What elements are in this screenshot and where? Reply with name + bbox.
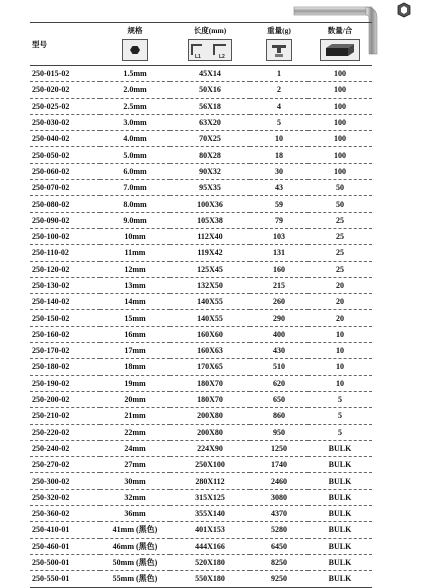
cell-model: 250-050-02	[30, 147, 100, 163]
cell-qty: 50	[308, 196, 372, 212]
table-row	[30, 343, 372, 359]
header-qty-label: 数量/合	[327, 26, 353, 35]
cell-model: 250-500-01	[30, 554, 100, 570]
cell-length: 112X40	[170, 228, 250, 244]
length-icon-l1: L1	[195, 54, 201, 60]
table-row	[30, 391, 372, 407]
header-spec	[100, 23, 170, 66]
cell-spec: 41mm (黑色)	[100, 522, 170, 538]
cell-length: 119X42	[170, 245, 250, 261]
cell-length: 90X32	[170, 163, 250, 179]
table-row	[30, 554, 372, 570]
cell-weight: 1	[250, 66, 308, 82]
cell-length: 105X38	[170, 212, 250, 228]
cell-model: 250-140-02	[30, 294, 100, 310]
cell-qty: 25	[308, 212, 372, 228]
cell-length: 200X80	[170, 408, 250, 424]
table-row	[30, 180, 372, 196]
cell-spec: 1.5mm	[100, 66, 170, 82]
cell-length: 95X35	[170, 180, 250, 196]
cell-spec: 6.0mm	[100, 163, 170, 179]
table-row	[30, 522, 372, 538]
cell-model: 250-020-02	[30, 82, 100, 98]
cell-qty: BULK	[308, 571, 372, 587]
cell-qty: 100	[308, 147, 372, 163]
cell-spec: 55mm (黑色)	[100, 571, 170, 587]
cell-qty: 5	[308, 424, 372, 440]
cell-spec: 27mm	[100, 457, 170, 473]
cell-length: 401X153	[170, 522, 250, 538]
cell-spec: 7.0mm	[100, 180, 170, 196]
cell-model: 250-110-02	[30, 245, 100, 261]
table-row	[30, 457, 372, 473]
cell-model: 250-030-02	[30, 114, 100, 130]
cell-spec: 3.0mm	[100, 114, 170, 130]
cell-qty: 25	[308, 245, 372, 261]
cell-model: 250-180-02	[30, 359, 100, 375]
table-row	[30, 277, 372, 293]
cell-qty: BULK	[308, 538, 372, 554]
hex-key-spec-table	[30, 22, 372, 588]
cell-spec: 24mm	[100, 440, 170, 456]
cell-weight: 10	[250, 131, 308, 147]
header-model	[30, 23, 100, 66]
header-length-label: 长度(mm)	[193, 26, 227, 35]
table-row	[30, 538, 372, 554]
cell-weight: 160	[250, 261, 308, 277]
cell-length: 140X55	[170, 310, 250, 326]
cell-qty: 25	[308, 261, 372, 277]
cell-spec: 17mm	[100, 343, 170, 359]
cell-spec: 46mm (黑色)	[100, 538, 170, 554]
cell-model: 250-080-02	[30, 196, 100, 212]
table-row	[30, 571, 372, 587]
cell-weight: 2	[250, 82, 308, 98]
cell-length: 180X70	[170, 375, 250, 391]
cell-model: 250-210-02	[30, 408, 100, 424]
cell-weight: 9250	[250, 571, 308, 587]
cell-length: 355X140	[170, 506, 250, 522]
cell-weight: 4370	[250, 506, 308, 522]
cell-weight: 5280	[250, 522, 308, 538]
cell-length: 125X45	[170, 261, 250, 277]
cell-qty: 10	[308, 343, 372, 359]
header-length	[170, 23, 250, 66]
table-row	[30, 310, 372, 326]
table-row	[30, 147, 372, 163]
cell-model: 250-360-02	[30, 506, 100, 522]
cell-weight: 103	[250, 228, 308, 244]
cell-length: 45X14	[170, 66, 250, 82]
cell-model: 250-320-02	[30, 489, 100, 505]
cell-model: 250-220-02	[30, 424, 100, 440]
cell-weight: 2460	[250, 473, 308, 489]
cell-model: 250-190-02	[30, 375, 100, 391]
cell-model: 250-100-02	[30, 228, 100, 244]
table-row	[30, 489, 372, 505]
cell-weight: 620	[250, 375, 308, 391]
table-row	[30, 375, 372, 391]
cell-spec: 8.0mm	[100, 196, 170, 212]
cell-spec: 11mm	[100, 245, 170, 261]
cell-model: 250-060-02	[30, 163, 100, 179]
cell-qty: 10	[308, 359, 372, 375]
cell-qty: 20	[308, 294, 372, 310]
cell-spec: 15mm	[100, 310, 170, 326]
cell-weight: 43	[250, 180, 308, 196]
cell-model: 250-240-02	[30, 440, 100, 456]
cell-weight: 8250	[250, 554, 308, 570]
table-row	[30, 326, 372, 342]
cell-weight: 650	[250, 391, 308, 407]
header-qty	[308, 23, 372, 66]
cell-weight: 18	[250, 147, 308, 163]
cell-qty: 100	[308, 66, 372, 82]
cell-spec: 14mm	[100, 294, 170, 310]
cell-spec: 18mm	[100, 359, 170, 375]
cell-qty: 100	[308, 131, 372, 147]
cell-spec: 32mm	[100, 489, 170, 505]
table-row	[30, 294, 372, 310]
cell-weight: 400	[250, 326, 308, 342]
cell-spec: 12mm	[100, 261, 170, 277]
cell-model: 250-090-02	[30, 212, 100, 228]
table-header-row	[30, 23, 372, 66]
cell-length: 70X25	[170, 131, 250, 147]
cell-qty: 20	[308, 310, 372, 326]
cell-qty: 5	[308, 391, 372, 407]
cell-qty: BULK	[308, 554, 372, 570]
cell-model: 250-170-02	[30, 343, 100, 359]
length-diagram-icon	[188, 39, 232, 61]
header-model-label: 型号	[32, 39, 47, 49]
cell-spec: 30mm	[100, 473, 170, 489]
table-row	[30, 359, 372, 375]
cell-spec: 19mm	[100, 375, 170, 391]
cell-length: 63X20	[170, 114, 250, 130]
cell-length: 132X50	[170, 277, 250, 293]
cell-weight: 510	[250, 359, 308, 375]
cell-qty: 100	[308, 114, 372, 130]
cell-length: 280X112	[170, 473, 250, 489]
cell-weight: 59	[250, 196, 308, 212]
cell-spec: 20mm	[100, 391, 170, 407]
cell-qty: 50	[308, 180, 372, 196]
cell-model: 250-040-02	[30, 131, 100, 147]
cell-model: 250-300-02	[30, 473, 100, 489]
header-weight-label: 重量(g)	[267, 26, 291, 35]
table-row	[30, 114, 372, 130]
header-weight	[250, 23, 308, 66]
cell-model: 250-270-02	[30, 457, 100, 473]
cell-spec: 2.0mm	[100, 82, 170, 98]
cell-length: 200X80	[170, 424, 250, 440]
cell-model: 250-550-01	[30, 571, 100, 587]
cell-length: 100X36	[170, 196, 250, 212]
table-row	[30, 473, 372, 489]
cell-spec: 21mm	[100, 408, 170, 424]
cell-qty: BULK	[308, 522, 372, 538]
cell-weight: 860	[250, 408, 308, 424]
table-row	[30, 98, 372, 114]
cell-weight: 30	[250, 163, 308, 179]
cell-weight: 131	[250, 245, 308, 261]
cell-model: 250-160-02	[30, 326, 100, 342]
cell-length: 170X65	[170, 359, 250, 375]
cell-spec: 9.0mm	[100, 212, 170, 228]
cell-length: 550X180	[170, 571, 250, 587]
cell-length: 520X180	[170, 554, 250, 570]
cell-length: 224X90	[170, 440, 250, 456]
cell-weight: 950	[250, 424, 308, 440]
cell-spec: 50mm (黑色)	[100, 554, 170, 570]
cell-weight: 5	[250, 114, 308, 130]
cell-spec: 13mm	[100, 277, 170, 293]
cell-length: 160X63	[170, 343, 250, 359]
cell-weight: 260	[250, 294, 308, 310]
cell-length: 56X18	[170, 98, 250, 114]
cell-weight: 79	[250, 212, 308, 228]
cell-model: 250-200-02	[30, 391, 100, 407]
table-row	[30, 212, 372, 228]
cell-model: 250-150-02	[30, 310, 100, 326]
cell-model: 250-410-01	[30, 522, 100, 538]
cell-qty: 5	[308, 408, 372, 424]
table-row	[30, 261, 372, 277]
table-row	[30, 82, 372, 98]
cell-qty: 25	[308, 228, 372, 244]
cell-qty: 100	[308, 163, 372, 179]
cell-weight: 1740	[250, 457, 308, 473]
cell-length: 250X100	[170, 457, 250, 473]
cell-model: 250-025-02	[30, 98, 100, 114]
cell-qty: 20	[308, 277, 372, 293]
table-row	[30, 66, 372, 82]
cell-length: 180X70	[170, 391, 250, 407]
cell-model: 250-120-02	[30, 261, 100, 277]
table-row	[30, 440, 372, 456]
table-row	[30, 131, 372, 147]
cell-spec: 5.0mm	[100, 147, 170, 163]
cell-length: 315X125	[170, 489, 250, 505]
box-icon	[320, 39, 360, 61]
cell-spec: 16mm	[100, 326, 170, 342]
cell-spec: 22mm	[100, 424, 170, 440]
cell-length: 160X60	[170, 326, 250, 342]
hex-socket-icon	[122, 39, 148, 61]
table-row	[30, 245, 372, 261]
cell-qty: 10	[308, 326, 372, 342]
table-row	[30, 506, 372, 522]
length-icon-l2: L2	[219, 54, 225, 60]
table-row	[30, 163, 372, 179]
cell-length: 50X16	[170, 82, 250, 98]
cell-length: 444X166	[170, 538, 250, 554]
cell-spec: 2.5mm	[100, 98, 170, 114]
cell-model: 250-130-02	[30, 277, 100, 293]
table-row	[30, 228, 372, 244]
cell-qty: BULK	[308, 506, 372, 522]
cell-spec: 4.0mm	[100, 131, 170, 147]
cell-spec: 36mm	[100, 506, 170, 522]
cell-qty: 10	[308, 375, 372, 391]
cell-qty: BULK	[308, 440, 372, 456]
cell-qty: BULK	[308, 489, 372, 505]
cell-length: 80X28	[170, 147, 250, 163]
table-row	[30, 424, 372, 440]
table-row	[30, 408, 372, 424]
cell-weight: 3080	[250, 489, 308, 505]
cell-model: 250-070-02	[30, 180, 100, 196]
cell-weight: 215	[250, 277, 308, 293]
cell-weight: 430	[250, 343, 308, 359]
cell-weight: 4	[250, 98, 308, 114]
cell-spec: 10mm	[100, 228, 170, 244]
cell-weight: 290	[250, 310, 308, 326]
cell-weight: 1250	[250, 440, 308, 456]
cell-length: 140X55	[170, 294, 250, 310]
cell-qty: BULK	[308, 473, 372, 489]
header-spec-label: 规格	[127, 26, 143, 35]
weight-icon	[266, 39, 292, 61]
table-row	[30, 196, 372, 212]
cell-model: 250-015-02	[30, 66, 100, 82]
cell-qty: 100	[308, 98, 372, 114]
cell-qty: 100	[308, 82, 372, 98]
cell-qty: BULK	[308, 457, 372, 473]
cell-model: 250-460-01	[30, 538, 100, 554]
cell-weight: 6450	[250, 538, 308, 554]
